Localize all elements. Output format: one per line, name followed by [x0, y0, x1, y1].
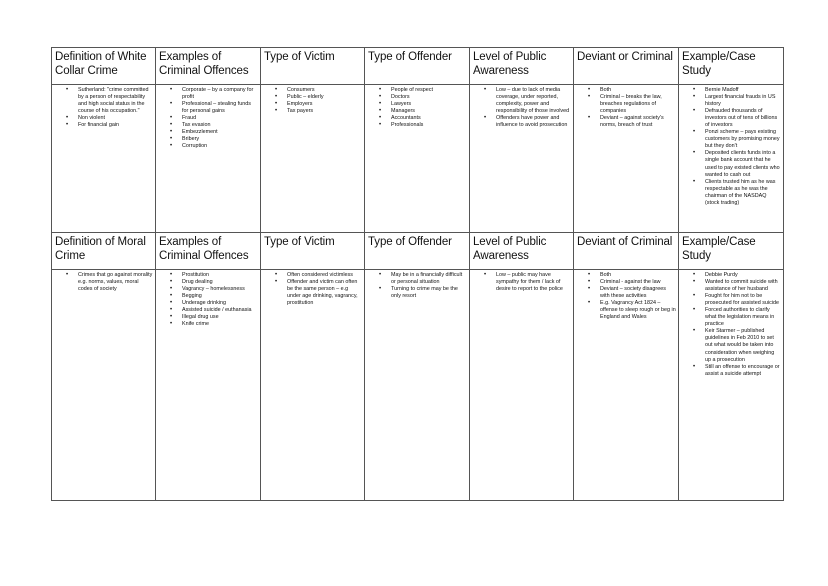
bullet-list	[156, 85, 260, 150]
bullet-item: • Deviant – society disagrees with these activities	[600, 286, 676, 300]
moral-content-row	[52, 270, 784, 501]
bullet-item: • Wanted to commit suicide with assistance of her husband	[705, 279, 781, 293]
bullet-item: • Both	[600, 272, 676, 279]
bullet-item: • Offender and victim can often be the same person – e.g under age drinking, vagrancy, prostitution	[287, 279, 362, 307]
bullet-item: • Vagrancy – homelessness	[182, 286, 258, 293]
bullet-item: • Often considered victimless	[287, 272, 362, 279]
bullet-list	[365, 85, 469, 129]
bullet-item: • Knife crime	[182, 321, 258, 328]
bullet-item: • Debbie Purdy	[705, 272, 781, 279]
bullet-list	[679, 270, 783, 378]
bullet-list	[679, 85, 783, 207]
bullet-item: • Forced authorities to clarify what the legislation means in practice	[705, 307, 781, 328]
content-cell	[574, 85, 679, 233]
bullet-item: • Embezzlement	[182, 129, 258, 136]
bullet-item: • Fraud	[182, 115, 258, 122]
content-cell	[365, 270, 470, 501]
header-definition-white-collar: Definition of White Collar Crime	[55, 51, 147, 77]
bullet-list	[261, 270, 364, 307]
content-cell	[261, 85, 365, 233]
bullet-item: • Sutherland: "crime committed by a person of respectability and high social status in the course of his occupation."	[78, 87, 153, 115]
bullet-item: • Corporate – by a company for profit	[182, 87, 258, 101]
bullet-item: • Tax payers	[287, 108, 362, 115]
bullet-item: • Non violent	[78, 115, 153, 122]
bullet-item: • May be in a financially difficult or personal situation	[391, 272, 467, 286]
content-cell	[156, 270, 261, 501]
content-cell	[574, 270, 679, 501]
bullet-item: • Offenders have power and influence to avoid prosecution	[496, 115, 571, 129]
header-cell	[156, 48, 261, 85]
bullet-item: • Managers	[391, 108, 467, 115]
content-cell	[470, 85, 574, 233]
bullet-item: • Prostitution	[182, 272, 258, 279]
bullet-item: • Crimes that go against morality e.g. norms, values, moral codes of society	[78, 272, 153, 293]
header-awareness: Level of Public Awareness	[473, 236, 547, 262]
bullet-item: • Criminal - against the law	[600, 279, 676, 286]
header-cell	[261, 48, 365, 85]
bullet-item: • Drug dealing	[182, 279, 258, 286]
bullet-item: • Bernie Madoff	[705, 87, 781, 94]
content-cell	[52, 85, 156, 233]
bullet-item: • Turning to crime may be the only resort	[391, 286, 467, 300]
bullet-item: • Doctors	[391, 94, 467, 101]
bullet-item: • Low – public may have sympathy for them / lack of desire to report to the police	[496, 272, 571, 293]
header-cell	[156, 233, 261, 270]
header-offender: Type of Offender	[368, 236, 452, 248]
bullet-list	[52, 270, 155, 293]
bullet-item: • Criminal – breaks the law, breaches regulations of companies	[600, 94, 676, 115]
bullet-item: • Public – elderly	[287, 94, 362, 101]
header-victim: Type of Victim	[264, 51, 335, 63]
bullet-item: • Assisted suicide / euthanasia	[182, 307, 258, 314]
bullet-list	[574, 270, 678, 321]
bullet-item: • Both	[600, 87, 676, 94]
bullet-item: • Underage drinking	[182, 300, 258, 307]
header-cell	[679, 48, 784, 85]
bullet-item: • Consumers	[287, 87, 362, 94]
header-victim: Type of Victim	[264, 236, 335, 248]
crime-comparison-table	[51, 47, 784, 501]
bullet-item: • For financial gain	[78, 122, 153, 129]
header-cell	[574, 48, 679, 85]
bullet-list	[574, 85, 678, 129]
bullet-item: • Tax evasion	[182, 122, 258, 129]
header-cell	[365, 233, 470, 270]
header-cell	[470, 233, 574, 270]
bullet-item: • Professional – stealing funds for personal gains	[182, 101, 258, 115]
bullet-item: • Fought for him not to be prosecuted for assisted suicide	[705, 293, 781, 307]
header-cell	[365, 48, 470, 85]
bullet-item: • Still an offense to encourage or assist a suicide attempt	[705, 364, 781, 378]
header-examples: Examples of Criminal Offences	[159, 236, 249, 262]
content-cell	[679, 85, 784, 233]
bullet-item: • Bribery	[182, 136, 258, 143]
bullet-item: • Begging	[182, 293, 258, 300]
content-cell	[365, 85, 470, 233]
content-cell	[679, 270, 784, 501]
header-awareness: Level of Public Awareness	[473, 51, 547, 77]
header-cell	[470, 48, 574, 85]
header-deviant-criminal: Deviant or Criminal	[577, 51, 673, 63]
header-case-study: Example/Case Study	[682, 236, 756, 262]
content-cell	[156, 85, 261, 233]
bullet-item: • Professionals	[391, 122, 467, 129]
bullet-item: • Clients trusted him as he was respectable as he was the chairman of the NASDAQ (stock trading)	[705, 179, 781, 207]
bullet-item: • Deviant – against society's norms, breach of trust	[600, 115, 676, 129]
moral-header-row	[52, 233, 784, 270]
bullet-list	[470, 85, 573, 129]
bullet-item: • Employers	[287, 101, 362, 108]
bullet-item: • E.g. Vagrancy Act 1824 – offense to sleep rough or beg in England and Wales	[600, 300, 676, 321]
content-cell	[470, 270, 574, 501]
bullet-item: • Largest financial frauds in US history	[705, 94, 781, 108]
bullet-item: • Keir Starmer – published guidelines in Feb 2010 to set out what would be taken into consideration when weighing up a prosecution	[705, 328, 781, 363]
header-offender: Type of Offender	[368, 51, 452, 63]
header-deviant-criminal: Deviant of Criminal	[577, 236, 673, 248]
white-collar-header-row	[52, 48, 784, 85]
white-collar-content-row	[52, 85, 784, 233]
header-definition-moral: Definition of Moral Crime	[55, 236, 146, 262]
header-cell	[679, 233, 784, 270]
bullet-item: • Corruption	[182, 143, 258, 150]
header-cell	[52, 233, 156, 270]
header-examples: Examples of Criminal Offences	[159, 51, 249, 77]
bullet-item: • Ponzi scheme – pays existing customers by promising money but they don't	[705, 129, 781, 150]
bullet-item: • Low – due to lack of media coverage, under reported, complexity, power and responsibility of those involved	[496, 87, 571, 115]
bullet-list	[470, 270, 573, 293]
bullet-list	[261, 85, 364, 115]
header-case-study: Example/Case Study	[682, 51, 756, 77]
bullet-item: • Lawyers	[391, 101, 467, 108]
header-cell	[52, 48, 156, 85]
header-cell	[574, 233, 679, 270]
content-cell	[52, 270, 156, 501]
bullet-list	[52, 85, 155, 129]
bullet-item: • Defrauded thousands of investors out of tens of billions of investors	[705, 108, 781, 129]
bullet-item: • Illegal drug use	[182, 314, 258, 321]
header-cell	[261, 233, 365, 270]
content-cell	[261, 270, 365, 501]
bullet-item: • People of respect	[391, 87, 467, 94]
bullet-item: • Deposited clients funds into a single bank account that he used to pay existed clients who wanted to cash out	[705, 150, 781, 178]
bullet-list	[365, 270, 469, 300]
bullet-list	[156, 270, 260, 328]
bullet-item: • Accountants	[391, 115, 467, 122]
